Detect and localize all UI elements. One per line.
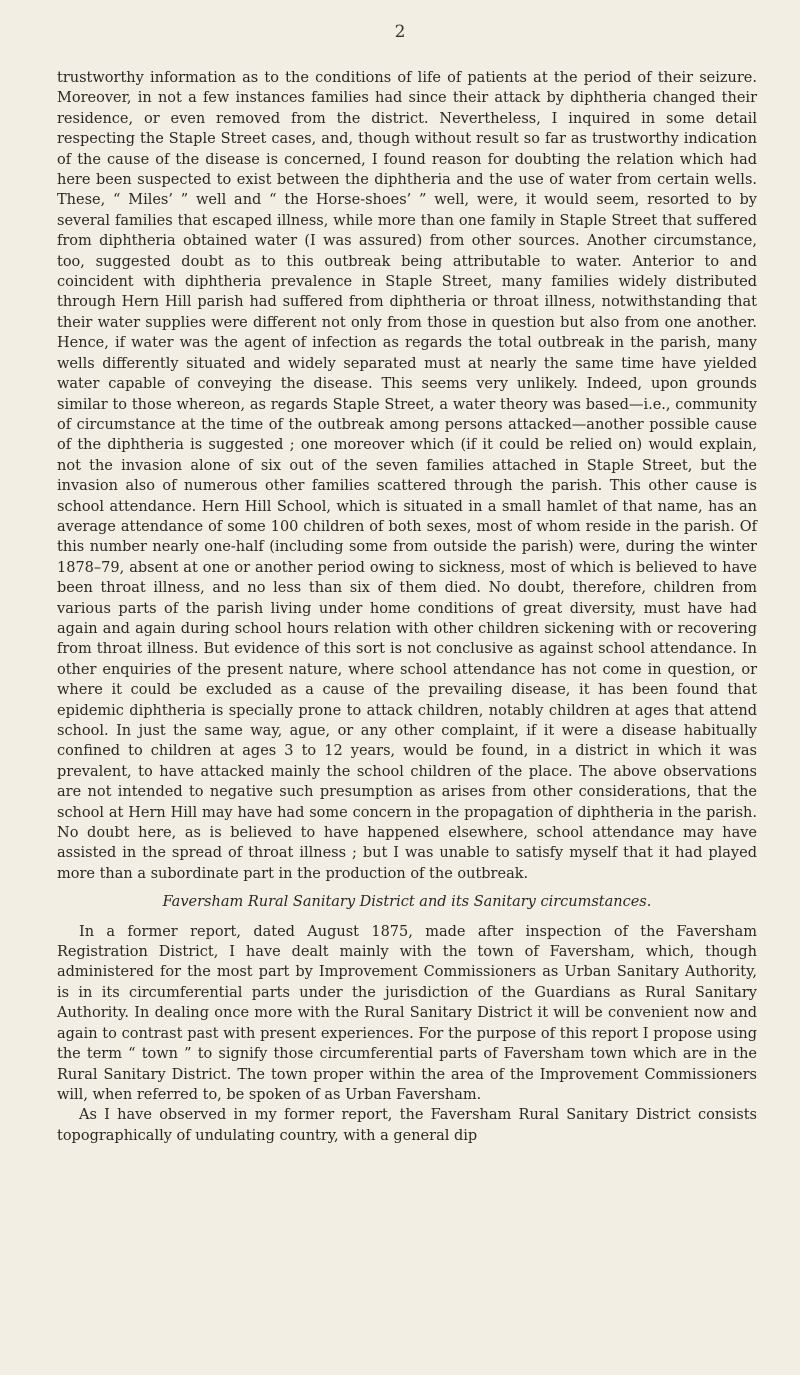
section-heading: Faversham Rural Sanitary District and its Sanitary circumstances. [162, 894, 652, 911]
body-paragraph: As I have observed in my former report, the Faversham Rural Sanitary District consists topographically of undulating country, with a general dip [57, 1107, 757, 1144]
page-content [57, 68, 757, 1146]
body-paragraph: In a former report, dated August 1875, made after inspection of the Faversham Registration District, I have dealt mainly with the town of Faversham, which, though administered for the most part by Improvement Commissioners as Urban Sanitary Authority, is in its circumferential parts under the jurisdiction of the Guardians as Rural Sanitary Authority. In dealing once more with the Rural Sanitary District it will be convenient now and again to contrast past with present experiences. For the purpose of this report I propose using the term “ town ” to signify those circumferential parts of Faversham town which are in the Rural Sanitary District. The town proper within the area of the Improvement Commissioners will, when referred to, be spoken of as Urban Faversham. [57, 923, 757, 1103]
page-number: 2 [394, 22, 406, 42]
body-paragraph: trustworthy information as to the conditions of life of patients at the period of their seizure. Moreover, in not a few instances families had since their attack by diphtheria changed their residence, or even removed from the district. Nevertheless, I inquired in some detail respecting the Staple Street cases, and, though without result so far as trustworthy indication of the cause of the disease is concerned, I found reason for doubting the relation which had here been suspected to exist between the diphtheria and the use of water from certain wells. These, “ Miles’ ” well and “ the Horse-shoes’ ” well, were, it would seem, resorted to by several families that escaped illness, while more than one family in Staple Street that suffered from diphtheria obtained water (I was assured) from other sources. Another circumstance, too, suggested doubt as to this outbreak being attributable to water. Anterior to and coincident with diphtheria prevalence in Staple Street, many families widely distributed through Hern Hill parish had suffered from diphtheria or throat illness, notwithstanding that their water supplies were different not only from those in question but also from one another. Hence, if water was the agent of infection as regards the total outbreak in the parish, many wells differently situated and widely separated must at nearly the same time have yielded water capable of conveying the disease. This seems very unlikely. Indeed, upon grounds similar to those whereon, as regards Staple Street, a water theory was based—i.e., community of circumstance at the time of the outbreak among persons attacked—another possible cause of the diphtheria is suggested ; one moreover which (if it could be relied on) would explain, not the invasion alone of six out of the seven families attached in Staple Street, but the invasion also of numerous other families scattered through the parish. This other cause is school attendance. Hern Hill School, which is situated in a small hamlet of that name, has an average attendance of some 100 children of both sexes, most of whom reside in the parish. Of this number nearly one-half (including some from outside the parish) were, during the winter 1878–79, absent at one or another period owing to sickness, most of which is believed to have been throat illness, and no less than six of them died. No doubt, therefore, children from various parts of the parish living under home conditions of great diversity, must have had again and again during school hours relation with other children sickening with or recovering from throat illness. But evidence of this sort is not conclusive as against school attendance. In other enquiries of the present nature, where school attendance has not come in question, or where it could be excluded as a cause of the prevailing disease, it has been found that epidemic diphtheria is specially prone to attack children, notably children at ages that attend school. In just the same way, ague, or any other complaint, if it were a disease habitually confined to children at ages 3 to 12 years, would be found, in a district in which it was prevalent, to have attacked mainly the school children of the place. The above observations are not intended to negative such presumption as arises from other considerations, that the school at Hern Hill may have had some concern in the propagation of diphtheria in the parish. No doubt here, as is believed to have happened elsewhere, school attendance may have assisted in the spread of throat illness ; but I was unable to satisfy myself that it had played more than a subordinate part in the production of the outbreak. [57, 70, 757, 882]
